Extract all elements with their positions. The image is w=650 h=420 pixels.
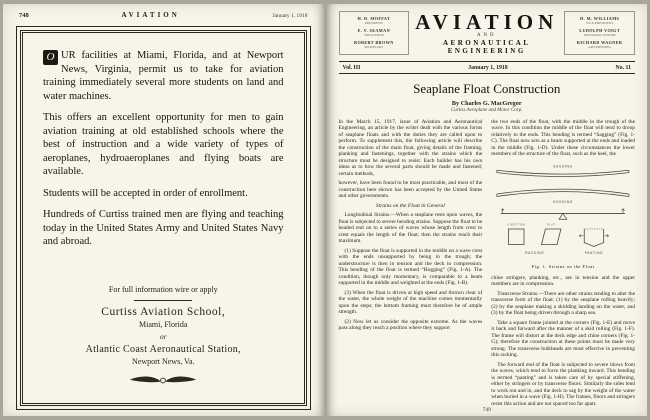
station-name: Atlantic Coast Aeronautical Station, (85, 344, 241, 355)
staff-role: MANAGING EDITOR (583, 33, 616, 37)
body-paragraph: Transverse Strains.—There are other strains tending to alter the transverse form of the float: (1) by the seaplane rolling heavily; (2) by the seaplane making a skidding landing on the water, and (3) by the float being driven through a sharp sea. (491, 290, 635, 317)
staff-role: PRESIDENT (364, 21, 383, 25)
masthead-title-block (415, 11, 558, 55)
masthead-staff-left (339, 11, 410, 55)
figure-label-flat: FLAT (547, 222, 556, 227)
body-paragraph: (3) When the float is driven at high speed and thrown clear of the water, the whole weight of the machine comes momentarily upon the steps; the bottom framing must therefore be of ample strength. (338, 289, 483, 315)
body-paragraph: the two ends of the float, with the middle in the trough of the wave. In this condition the middle of the float will tend to droop relatively to the ends. This bending is termed “Sagging” (Fig. 1-C). The float now acts as a beam supported at the ends and loaded in the middle (Fig. 1-D). Under these circumstances the lower members of the structure of the float, such as the keel, the (491, 118, 635, 157)
figure-label-sagging: SAGGING (553, 163, 573, 168)
magazine-title-and: AND (477, 33, 497, 38)
school-name: Curtiss Aviation School, (101, 306, 226, 318)
body-paragraph: In the March 15, 1917, issue of Aviation and Aeronautical Engineering, an article by the writer dealt with the various forms of seaplane floats and with the duties they are called upon to perform. To supplement this, the following article will describe the construction of the main float, giving details of the framing, planking and fastenings, together with the strains which the structure must be designed to resist. Each builder has his own ideas as to how the several parts should be made and fastened; certain methods, (338, 118, 483, 177)
magazine-title: AVIATION (415, 10, 559, 34)
author-affiliation: Curtiss Aeroplane and Motor Corp. (450, 107, 523, 113)
ad-or-text: or (159, 332, 167, 341)
body-paragraph: Longitudinal Strains.—When a seaplane rests upon waves, the float is subjected to severe bending strains. Suppose the float to be headed end on to a series of waves whose length from crest to crest equals the length of the float; then the strains reach their maximum. (338, 212, 483, 244)
staff-name: LUDOLPH VOIGT (579, 28, 621, 33)
volume-number: Vol. III (342, 64, 361, 71)
body-paragraph: Take a square frame jointed at the corners (Fig. 1-E) and move it back and forward after the manner of a skid rolling (Fig. 1-F). The frame will distort at the deck edge and chine corners (Fig. 1-G); therefore the construction at these points must be made very strong. The transverse bulkheads are most effective in preventing this racking. (491, 319, 635, 359)
ad-paragraph-2: This offers an excellent opportunity for men to gain aviation training at old established schools where the best of instruction and a wide variety of types of aeroplanes, hydroaeroplanes and flying boats are available. (43, 112, 284, 177)
figure-caption: Fig. 1. Strains on the Float (531, 264, 595, 270)
staff-name: RICHARD WAGNER (576, 40, 623, 45)
left-page-header (3, 4, 324, 21)
curtiss-ad (20, 30, 307, 406)
ad-paragraph-4: Hundreds of Curtiss trained men are flying and teaching today in the United States Army and United States Navy and abroad. (43, 209, 284, 247)
left-page (3, 4, 324, 416)
figure-label-panting: PANTING (584, 250, 604, 255)
curtiss-wings-emblem-icon (43, 373, 284, 393)
float-strains-diagram (491, 161, 635, 264)
staff-role: VICE-PRESIDENT (585, 21, 614, 25)
left-page-date: January 1, 1918 (272, 13, 308, 19)
body-paragraph: The forward end of the float is subjected to severe blows from the waves, which tend to force the planking inward. This bending is termed “panting” and is taken care of by special stiffening, either by stringers or by transverse floors. Similarly the sides tend to work out and in, and the deck to sag by the weight of the water when buried in a wave (Fig. 1-H). The frames, floors and stringers resist this action and are not spaced too far apart. (491, 361, 635, 407)
right-page (327, 4, 648, 416)
ad-paragraph-3: Students will be accepted in order of enrollment. (43, 187, 248, 199)
masthead-staff-right (564, 11, 635, 55)
figure-label-v-bottom: V BOTTOM (507, 222, 526, 227)
school-location: Miami, Florida (139, 320, 188, 329)
left-page-number: 748 (19, 12, 29, 19)
staff-role: TREASURER (363, 33, 384, 37)
staff-name: E. V. SEAMAN (357, 28, 391, 33)
figure-1 (491, 161, 635, 264)
staff-name: H. D. MOFFAT (357, 16, 391, 21)
article-title: Seaplane Float Construction (413, 81, 561, 96)
section-subhead: Strains on the Float in General (375, 202, 445, 209)
ad-call-to-action: For full information wire or apply (108, 285, 218, 294)
body-paragraph: (1) Suppose the float is supported in the middle on a wave crest with the ends unsupported by being in the trough; the understructure is then in tension and the deck in compression. This bending of the float is termed “Hogging” (Fig. 1-A). The condition, though only momentary, is comparable to a beam supported in the middle and weighted at the ends (Fig. 1-B). (338, 247, 483, 286)
article-column-right (491, 119, 635, 411)
decorative-rule (134, 300, 192, 301)
ad-footer (43, 285, 284, 393)
magazine-subtitle: AERONAUTICAL ENGINEERING (442, 39, 531, 55)
masthead (327, 4, 648, 58)
figure-label-hogging: HOGGING (553, 199, 574, 204)
body-paragraph: however, have been found to be most practicable, and most of the construction here shown has been accepted by the United States and other governments. (338, 180, 483, 199)
figure-label-racking: RACKING (525, 250, 545, 255)
staff-role: SECRETARY (364, 45, 384, 49)
staff-name: ROBERT BROWN (354, 40, 394, 45)
body-paragraph: (2) Now let us consider the opposite extreme. As the waves pass along they reach a position where they support (338, 318, 483, 331)
article-byline: By Charles G. MacGregor (451, 99, 522, 107)
right-page-number: 749 (482, 407, 491, 413)
issue-number: No. 11 (615, 64, 631, 71)
staff-role: ADVERTISING (588, 45, 611, 49)
decorative-initial: O (43, 50, 58, 65)
staff-name: H. M. WILLIAMS (580, 16, 620, 21)
ad-body-copy (43, 49, 284, 257)
volume-line (339, 61, 636, 74)
article-columns (327, 113, 648, 413)
station-location: Newport News, Va. (131, 357, 195, 366)
issue-date: January 1, 1918 (468, 64, 508, 71)
ad-paragraph-1: O UR facilities at Miami, Florida, and at Newport News, Virginia, permit us to take for aviation training immediately several more students on land and water machines. (43, 50, 284, 102)
article-column-left (339, 119, 483, 411)
body-paragraph: chine stringers, planking, etc., are in tension and the upper members are in compression. (491, 274, 635, 288)
journal-running-title: AVIATION (121, 11, 180, 19)
curtiss-ad-frame (16, 26, 311, 410)
